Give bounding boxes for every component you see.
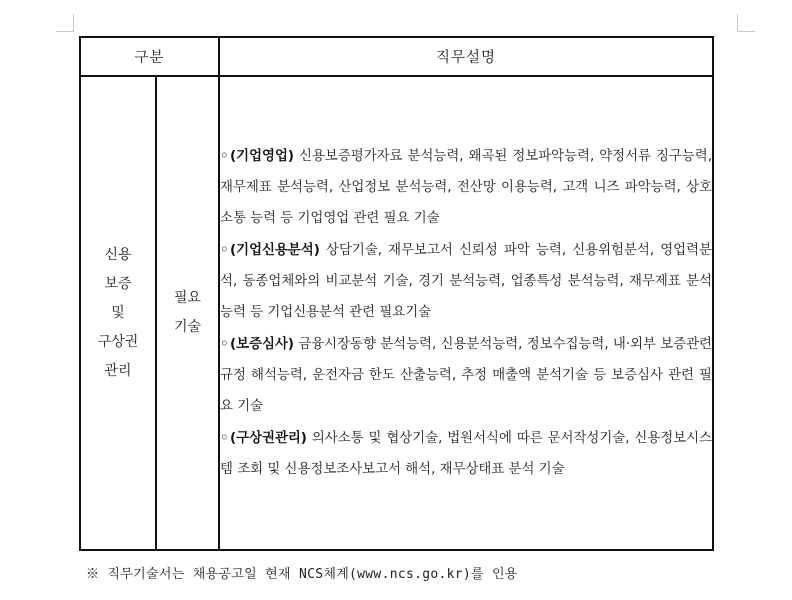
section-text: 상담기술, 재무보고서 신뢰성 파악 능력, 신용위험분석, 영업력분석, 동종업체와의 비교분석 기술, 경기 분석능력, 업종특성 분석능력, 재무제표 분석능력 등 기업신용분석 관련 필요기술 [220, 242, 712, 321]
bullet: ◦ [220, 430, 229, 446]
subcategory-label: 필요 기술 [173, 290, 202, 335]
bullet: ◦ [220, 242, 229, 258]
section-title: (기업영업) [230, 148, 294, 164]
crop-mark [56, 31, 74, 32]
section-item [220, 141, 712, 235]
bullet: ◦ [220, 336, 229, 352]
bullet: ◦ [220, 148, 229, 164]
table-body-row [80, 76, 713, 550]
header-category: 구분 [80, 37, 219, 76]
crop-mark [737, 31, 755, 32]
section-title: (기업신용분석) [230, 242, 320, 258]
category-cell [80, 76, 156, 550]
section-item [220, 329, 712, 423]
footnote: ※ 직무기술서는 채용공고일 현재 NCS체계(www.ncs.go.kr)를 인용 [86, 567, 518, 582]
header-description: 직무설명 [219, 37, 713, 76]
section-text: 금융시장동향 분석능력, 신용분석능력, 정보수집능력, 내·외부 보증관련 규정 해석능력, 운전자금 한도 산출능력, 추정 매출액 분석기술 등 보증심사 관련 필요 기술 [220, 336, 712, 415]
crop-mark [737, 14, 738, 32]
description-cell [219, 76, 713, 550]
section-item [220, 423, 712, 486]
section-text: 신용보증평가자료 분석능력, 왜곡된 정보파악능력, 약정서류 징구능력, 재무제표 분석능력, 산업정보 분석능력, 전산망 이용능력, 고객 니즈 파악능력, 상호소통 능력 등 기업영업 관련 필요 기술 [220, 148, 712, 227]
section-item [220, 235, 712, 329]
section-title: (구상권관리) [230, 430, 307, 446]
section-text: 의사소통 및 협상기술, 법원서식에 따른 문서작성기술, 신용정보시스템 조회 및 신용정보조사보고서 해석, 재무상태표 분석 기술 [220, 430, 712, 477]
section-title: (보증심사) [230, 336, 294, 352]
table-header-row [80, 37, 713, 76]
subcategory-cell [156, 76, 219, 550]
ncs-job-table [79, 36, 714, 551]
category-label: 신용 보증 및 구상권 관리 [97, 246, 139, 379]
crop-mark [73, 14, 74, 32]
